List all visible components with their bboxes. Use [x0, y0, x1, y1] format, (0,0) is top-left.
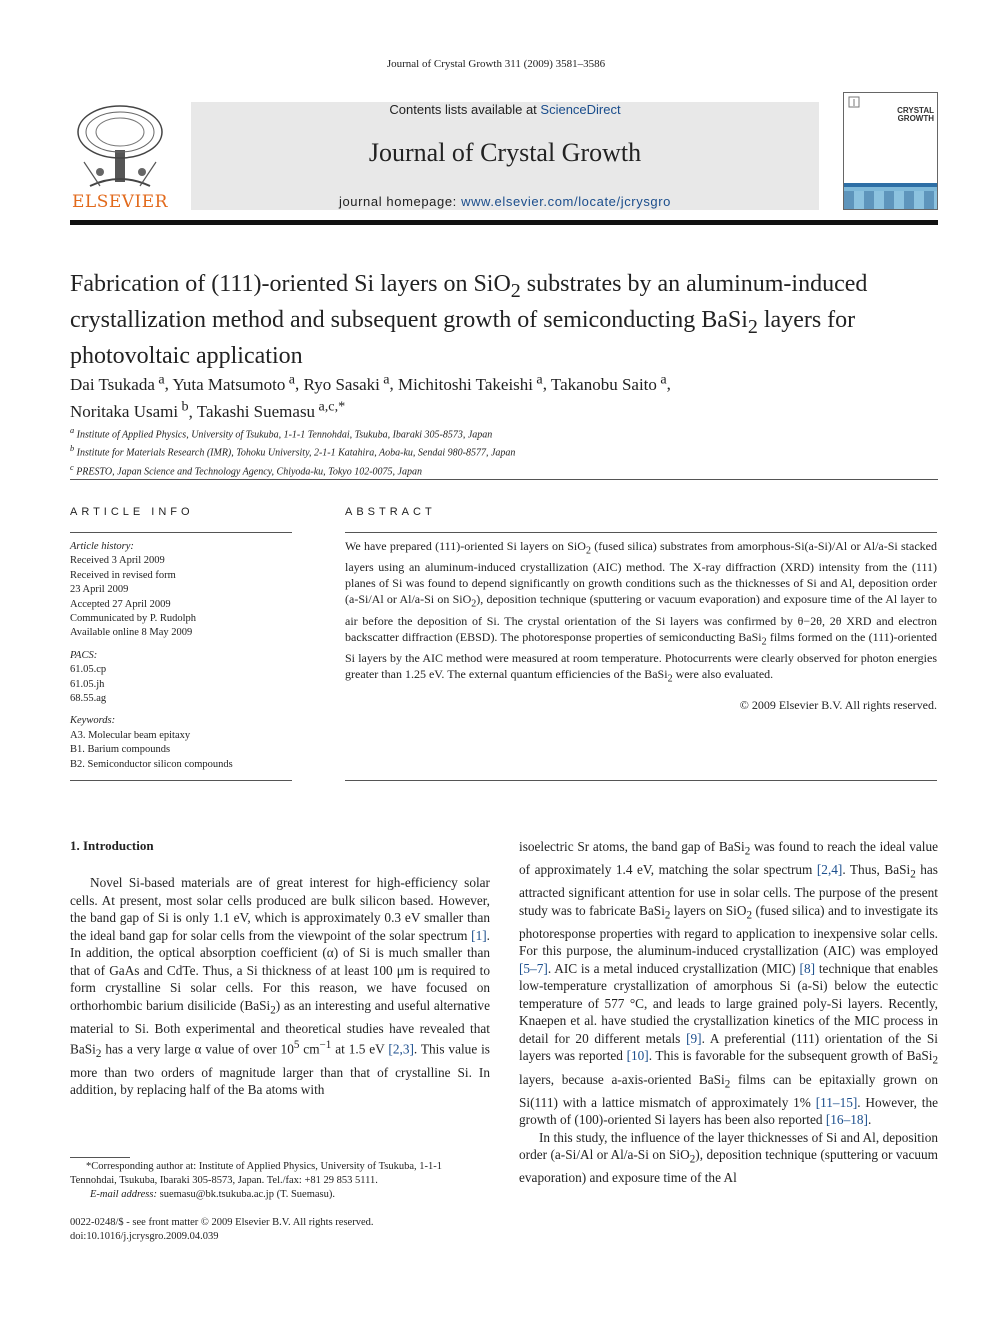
history-item: 23 April 2009 [70, 584, 129, 596]
subscript: 2 [746, 909, 753, 922]
paragraph [70, 874, 490, 1099]
sciencedirect-link[interactable]: ScienceDirect [540, 102, 621, 117]
subscript: 2 [689, 1153, 696, 1166]
cover-title-line-2: GROWTH [897, 114, 934, 123]
author-affiliation-mark: b [181, 398, 189, 415]
banner-journal-name: Journal of Crystal Growth [368, 138, 642, 167]
affiliation-mark: c [70, 462, 74, 472]
author[interactable] [550, 371, 667, 394]
issn-block [70, 1216, 490, 1244]
elsevier-tree-icon [70, 102, 170, 192]
author-affiliation-mark: a [536, 371, 543, 387]
keyword: B2. Semiconductor silicon compounds [70, 758, 233, 770]
text-segment: . This value is more than two orders of magnitude larger than that of crystalline Si. In addition, by replacing half of the Ba atoms with [70, 1041, 490, 1098]
affiliation-mark: a [70, 426, 75, 435]
journal-banner [191, 102, 819, 210]
citation-link[interactable]: [10] [626, 1048, 649, 1064]
text-segment: films can be epitaxially grown on Si(111) with a lattice mismatch of approximately 1% [519, 1071, 938, 1110]
affiliation [70, 442, 938, 460]
title-subscript-1: 2 [510, 279, 521, 302]
text-segment: has a very large α value of over 10 [101, 1041, 294, 1057]
subscript: 2 [664, 909, 671, 922]
elsevier-wordmark: ELSEVIER [72, 192, 168, 212]
pacs-code: 61.05.jh [70, 678, 105, 690]
article-title [70, 270, 938, 371]
text-segment: layers, because a-axis-oriented BaSi [519, 1071, 725, 1087]
author[interactable] [70, 371, 165, 394]
title-divider [70, 479, 938, 480]
history-item: Received in revised form [70, 569, 176, 581]
history-item: Communicated by P. Rudolph [70, 613, 196, 625]
author-name: Dai Tsukada [70, 374, 155, 394]
text-segment: isoelectric Sr atoms, the band gap of BaSi [519, 839, 745, 854]
text-segment: cm [299, 1041, 320, 1057]
author-affiliation-mark: a [288, 371, 296, 387]
email-label: E-mail address: [90, 1189, 160, 1200]
superscript: −1 [319, 1039, 332, 1052]
email-address[interactable]: suemasu@bk.tsukuba.ac.jp (T. Suemasu). [159, 1189, 336, 1200]
citation-link[interactable]: [2,3] [388, 1041, 414, 1057]
email-line [70, 1188, 490, 1202]
abstract-segment: ), deposition technique (sputtering or vacuum evaporation) and exposure time of the Al layer to air before the deposition of Si. The crystal orientation of the Si layers was confirmed by θ−2θ, 2θ XRD and electron backscatter diffraction (EBSD). The photoresponse properties of semiconducting BaSi [345, 592, 937, 644]
abstract-segment: were also evaluated. [672, 667, 774, 682]
subscript: 2 [95, 1048, 102, 1061]
author-name: Noritaka Usami [70, 402, 179, 422]
cover-publisher-icon [848, 96, 860, 108]
text-segment: . Thus, BaSi [842, 862, 911, 878]
author[interactable] [398, 371, 543, 394]
subscript: 2 [932, 1055, 938, 1068]
cover-title-line-1: CRYSTAL [897, 106, 934, 115]
affiliation-text: Institute of Applied Physics, University of Tsukuba, 1-1-1 Tennohdai, Tsukuba, Ibaraki 305-8573, Japan [76, 429, 493, 441]
homepage-link[interactable]: www.elsevier.com/locate/jcrysgro [461, 194, 672, 209]
homepage-prefix: journal homepage: [338, 194, 462, 209]
author-name: Takashi Suemasu [196, 402, 316, 422]
subscript: 2 [910, 868, 916, 881]
text-segment: In this study, the influence of the layer thicknesses of Si and Al, deposition order (a-Si/Al or Al/a-Si on SiO [519, 1129, 938, 1163]
affiliation-text: Institute for Materials Research (IMR), Tohoku University, 2-1-1 Katahira, Aoba-ku, Sendai 980-8577, Japan [76, 447, 516, 459]
introduction-heading: 1. Introduction [70, 838, 154, 853]
affiliation-list [70, 424, 938, 479]
subscript: 2 [744, 845, 751, 858]
author-name: Takanobu Saito [550, 374, 657, 394]
citation-link[interactable]: [1] [471, 927, 487, 943]
masthead-divider [70, 220, 938, 225]
journal-cover-thumbnail[interactable] [843, 92, 938, 210]
affiliation [70, 424, 938, 442]
running-head: Journal of Crystal Growth 311 (2009) 3581–3586 [386, 58, 606, 70]
text-segment: . However, the growth of (100)-oriented Si layers has been also reported [519, 1094, 939, 1128]
cover-title [864, 107, 934, 123]
keywords-label: Keywords: [70, 715, 116, 727]
citation-link[interactable]: [5–7] [519, 960, 548, 976]
paragraph [519, 838, 938, 1129]
author-name: Michitoshi Takeishi [398, 374, 534, 394]
text-segment: ) as an interesting and useful alternative material to Si. Both experimental and theoretical studies have revealed that BaSi [70, 997, 490, 1057]
abstract-segment: films formed on the (111)-oriented Si layers by the AIC method were measured at room temperature. Photocurrents were clearly observed for photon energies greater than 1.25 eV. The external quantum efficiencies of the BaSi [345, 629, 937, 682]
subscript: 2 [270, 1004, 276, 1017]
cover-stripe [844, 191, 937, 209]
citation-link[interactable]: [9] [686, 1030, 702, 1046]
abstract-text [345, 538, 937, 688]
title-part-1: Fabrication of (111)-oriented Si layers on SiO [70, 271, 511, 297]
text-segment: layers on SiO [670, 902, 747, 918]
pacs-code: 61.05.cp [70, 664, 107, 676]
text-segment: . In addition, the optical absorption coefficient (α) of Si is much smaller than that of GaAs and CdTe. Thus, a Si thickness of at least 100 μm is required to form crystalline Si solar cells. For this reason, we have focused on orthorhombic barium disilicide (BaSi [70, 927, 490, 1013]
abstract-segment: We have prepared (111)-oriented Si layers on SiO [345, 539, 586, 553]
abstract-rule [345, 532, 937, 533]
abstract-segment: (fused silica) substrates from amorphous-Si(a-Si)/Al or Al/a-Si stacked layers using an aluminum-induced crystallization (AIC) method. The X-ray diffraction (XRD) intensity from the (111) planes of Si was found to depend significantly on growth conditions such as the thicknesses of Si and Al, deposition order (a-Si/Al or Al/a-Si on SiO [345, 539, 937, 607]
title-part-2: substrates by an aluminum-induced crystallization method and subsequent growth of semiconducting BaSi [70, 271, 868, 333]
pacs-label: PACS: [70, 649, 98, 661]
text-segment: (fused silica) and to investigate its photoresponse properties with regard to application to inexpensive solar cells. For this purpose, the aluminum-induced crystallization (AIC) was employed [519, 902, 938, 959]
text-segment: at 1.5 eV [331, 1041, 389, 1057]
author-name: Yuta Matsumoto [172, 374, 286, 394]
abstract-bottom-rule [345, 780, 937, 781]
homepage-line [191, 194, 819, 209]
doi-line[interactable]: doi:10.1016/j.jcrysgro.2009.04.039 [70, 1231, 219, 1242]
article-info [70, 540, 292, 772]
citation-link[interactable]: [2,4] [816, 862, 843, 878]
author-list: Dai Tsukada $^a$, Yuta Matsumoto $^a$, Ryo Sasaki $^a$, Michitoshi Takeishi $^a$, Takanobu Saito $^a$, Noritaka Usami $^b$, Takashi Suemasu $^{a,c,*}$ [70, 371, 671, 422]
cover-header [844, 93, 937, 183]
superscript: 5 [293, 1039, 300, 1052]
author[interactable] [303, 371, 390, 394]
citation-link[interactable]: [8] [799, 960, 816, 976]
article-info-heading: ARTICLE INFO [70, 506, 194, 518]
text-segment: . [867, 1112, 872, 1128]
history-item: Available online 8 May 2009 [70, 627, 193, 639]
history-label: Article history: [70, 541, 134, 552]
abstract-subscript: 2 [761, 636, 767, 648]
footnote-rule [70, 1157, 130, 1158]
author-affiliation-mark: a [660, 371, 667, 387]
text-segment: was found to reach the ideal value of approximately 1.4 eV, matching the solar spectrum [519, 839, 938, 878]
affiliation-text: PRESTO, Japan Science and Technology Agency, Chiyoda-ku, Tokyo 102-0075, Japan [76, 465, 422, 477]
issn-line: 0022-0248/$ - see front matter © 2009 Elsevier B.V. All rights reserved. [70, 1217, 374, 1228]
title-part-3: layers for photovoltaic application [70, 306, 856, 369]
text-segment: technique that enables low-temperature crystallization of amorphous Si (a-Si) below the eutectic temperature of 577 °C, and leads to large grained poly-Si layers. Recently, Knaepen et al. have studied the crystallization kinetics of the MIC process in detail for 20 different metals [519, 960, 938, 1046]
abstract-copyright: © 2009 Elsevier B.V. All rights reserved. [739, 698, 937, 712]
citation-link[interactable]: [16–18] [825, 1112, 868, 1128]
footnote [70, 1160, 490, 1202]
text-segment: has attracted significant attention for use in solar cells. The purpose of the present study was to fabricate BaSi [519, 862, 938, 918]
author-affiliation-mark: a [383, 371, 390, 387]
corresponding-author-note: *Corresponding author at: Institute of Applied Physics, University of Tsukuba, 1-1-1 Tennohdai, Tsukuba, Ibaraki 305-8573, Japan. Tel./fax: +81 29 853 5111. [70, 1161, 443, 1186]
pacs-code: 68.55.ag [70, 693, 107, 705]
keyword: B1. Barium compounds [70, 744, 171, 756]
affiliation-mark: b [70, 444, 75, 454]
article-info-rule [70, 532, 292, 533]
elsevier-logo[interactable] [70, 102, 170, 212]
author-name: Ryo Sasaki [303, 374, 380, 394]
history-item: Accepted 27 April 2009 [70, 598, 171, 610]
abstract-subscript: 2 [585, 545, 591, 557]
text-segment: . AIC is a metal induced crystallization (MIC) [547, 960, 800, 976]
abstract-subscript: 2 [667, 673, 673, 685]
author[interactable] [172, 371, 296, 394]
body-column-right [519, 838, 938, 1187]
author-affiliation-mark: a [158, 371, 165, 387]
text-segment: . A preferential (111) orientation of the Si layers was reported [519, 1030, 939, 1064]
article-info-bottom-rule [70, 780, 292, 781]
paragraph [519, 1129, 938, 1187]
cover-band [844, 183, 937, 187]
body-column-left [70, 874, 490, 1099]
author-affiliation-mark: a,c,* [318, 398, 346, 415]
abstract-heading: ABSTRACT [345, 506, 436, 518]
contents-prefix: Contents lists available at [389, 102, 541, 117]
abstract-subscript: 2 [471, 598, 477, 610]
author[interactable] [196, 398, 346, 422]
history-item: Received 3 April 2009 [70, 555, 165, 567]
subscript: 2 [724, 1078, 731, 1091]
contents-line [191, 102, 819, 117]
keyword: A3. Molecular beam epitaxy [70, 729, 191, 741]
author[interactable] [70, 398, 189, 422]
title-subscript-2: 2 [747, 315, 758, 338]
text-segment: ), deposition technique (sputtering or vacuum evaporation) and exposure time of the Al [519, 1147, 938, 1186]
text-segment: Novel Si-based materials are of great interest for high-efficiency solar cells. At present, most solar cells produced are bulk silicon based. However, the band gap of Si is only 1.1 eV, which is approximately 0.3 eV smaller than the ideal band gap for solar cells from the viewpoint of the solar spectrum [70, 875, 490, 943]
citation-link[interactable]: [11–15] [815, 1094, 858, 1110]
text-segment: . This is favorable for the subsequent growth of BaSi [648, 1048, 933, 1064]
affiliation [70, 461, 938, 479]
